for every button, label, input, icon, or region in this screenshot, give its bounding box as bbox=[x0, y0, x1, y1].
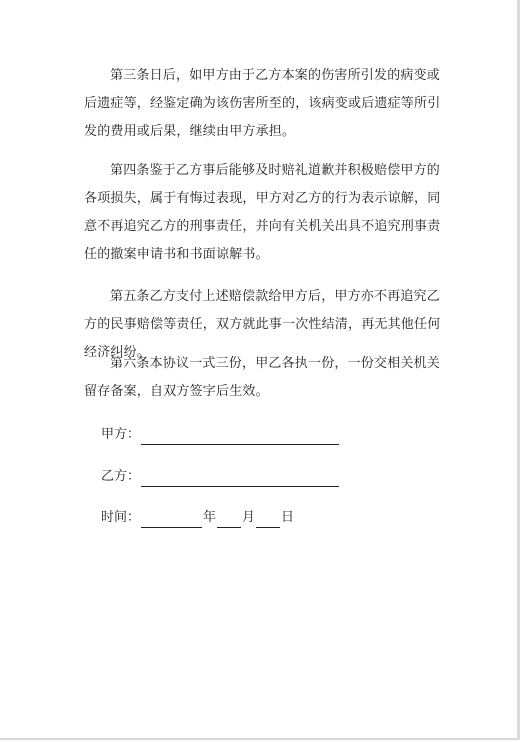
month-blank bbox=[217, 511, 241, 528]
party-b-label: 乙方： bbox=[101, 469, 141, 484]
article-3-paragraph: 第三条日后，如甲方由于乙方本案的伤害所引发的病变或后遗症等，经鉴定确为该伤害所至的，该病变或后遗症等所引发的费用或后果，继续由甲方承担。 bbox=[84, 68, 441, 139]
party-a-signature-line bbox=[101, 425, 340, 445]
month-char: 月 bbox=[242, 510, 256, 525]
day-blank bbox=[256, 511, 280, 528]
article-6-paragraph: 第六条本协议一式三份，甲乙各执一份，一份交相关机关留存备案，自双方签字后生效。 bbox=[84, 356, 441, 399]
party-a-signature-blank bbox=[141, 428, 339, 445]
date-line bbox=[101, 508, 294, 528]
year-blank bbox=[141, 511, 202, 528]
year-char: 年 bbox=[203, 510, 217, 525]
party-b-signature-blank bbox=[141, 470, 339, 487]
party-b-signature-line bbox=[101, 467, 340, 487]
article-5-paragraph: 第五条乙方支付上述赔偿款给甲方后，甲方亦不再追究乙方的民事赔偿等责任，双方就此事一次性结清，再无其他任何经济纠纷。 bbox=[84, 289, 441, 360]
article-4-paragraph: 第四条鉴于乙方事后能够及时赔礼道歉并积极赔偿甲方的各项损失，属于有悔过表现，甲方对乙方的行为表示谅解，同意不再追究乙方的刑事责任，并向有关机关出具不追究刑事责任的撤案申请书和书面谅解书。 bbox=[84, 163, 441, 262]
day-char: 日 bbox=[281, 510, 295, 525]
date-label: 时间： bbox=[101, 510, 141, 525]
party-a-label: 甲方： bbox=[101, 427, 141, 442]
